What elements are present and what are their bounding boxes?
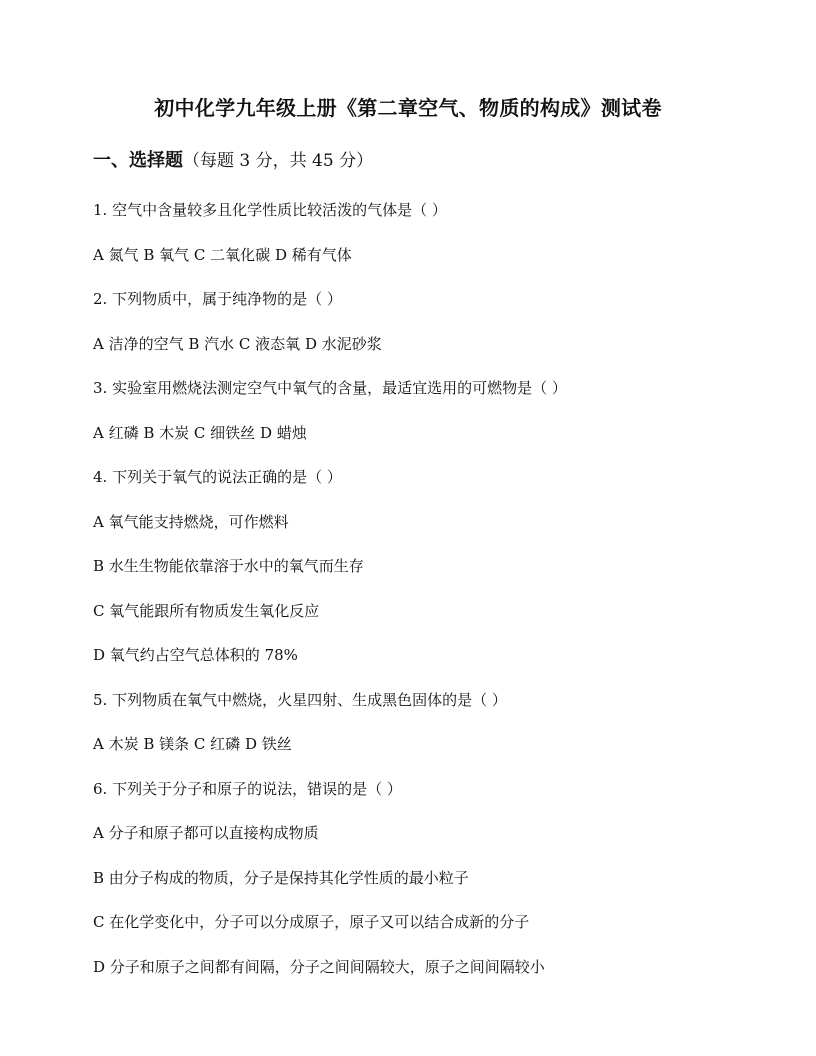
question-6-option-a: A 分子和原子都可以直接构成物质 [93,824,319,842]
question-5-options: A 木炭 B 镁条 C 红磷 D 铁丝 [93,735,292,753]
question-1-stem: 1. 空气中含量较多且化学性质比较活泼的气体是（ ） [93,201,447,219]
question-4-option-c: C 氧气能跟所有物质发生氧化反应 [93,601,320,620]
question-4-option-b: B 水生生物能依靠溶于水中的氧气而生存 [93,557,364,575]
question-5-stem: 5. 下列物质在氧气中燃烧，火星四射、生成黑色固体的是（ ） [93,690,507,709]
question-3-stem: 3. 实验室用燃烧法测定空气中氧气的含量，最适宜选用的可燃物是（ ） [93,379,567,397]
section-heading [93,146,373,176]
section-score-note: （每题 3 分，共 45 分） [183,151,374,171]
question-4-option-d: D 氧气约占空气总体积的 78% [93,646,298,664]
question-1-options: A 氮气 B 氧气 C 二氧化碳 D 稀有气体 [93,245,352,264]
question-6-option-b: B 由分子构成的物质，分子是保持其化学性质的最小粒子 [93,868,469,887]
question-2-stem: 2. 下列物质中，属于纯净物的是（ ） [93,290,342,308]
question-2-options: A 洁净的空气 B 汽水 C 液态氧 D 水泥砂浆 [93,334,382,353]
section-title: 一、选择题 [93,150,183,171]
question-4-stem: 4. 下列关于氧气的说法正确的是（ ） [93,468,342,486]
question-6-option-c: C 在化学变化中，分子可以分成原子，原子又可以结合成新的分子 [93,913,530,931]
question-list [93,196,753,997]
document-title: 初中化学九年级上册《第二章空气、物质的构成》测试卷 [154,96,662,120]
question-6-option-d: D 分子和原子之间都有间隔，分子之间间隔较大，原子之间间隔较小 [93,957,545,976]
question-3-options: A 红磷 B 木炭 C 细铁丝 D 蜡烛 [93,423,307,442]
question-6-stem: 6. 下列关于分子和原子的说法，错误的是（ ） [93,779,402,798]
question-4-option-a: A 氧气能支持燃烧，可作燃料 [93,512,289,531]
